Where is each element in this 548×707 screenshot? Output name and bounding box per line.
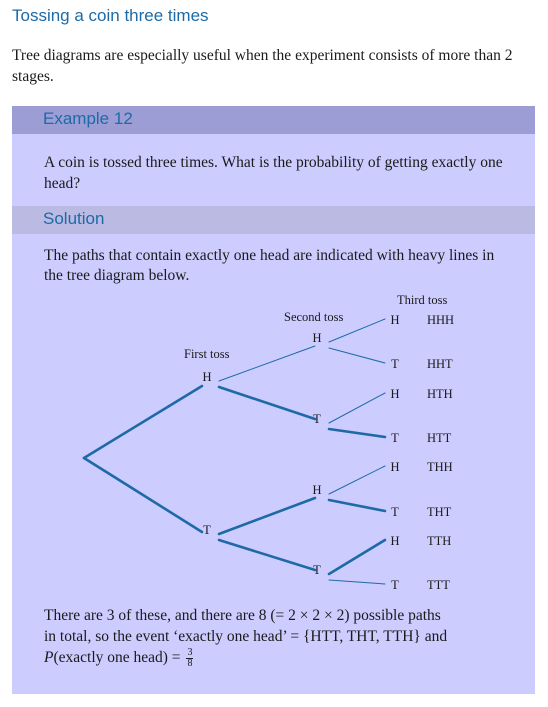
solution-text: The paths that contain exactly one head are indicated with heavy lines in the tree diagram below. [44, 247, 495, 284]
solution-title: Solution [43, 209, 105, 228]
third-toss-7: T [391, 578, 399, 592]
branch-second-7 [329, 580, 385, 584]
first-toss-H: H [202, 370, 212, 384]
outcome-HTH: HTH [427, 387, 453, 401]
second-toss-0: H [312, 331, 322, 345]
branch-first-2 [219, 498, 315, 534]
example-box [12, 106, 535, 694]
third-toss-2: H [390, 387, 400, 401]
third-toss-5: T [391, 505, 399, 519]
tree-branches [84, 319, 385, 584]
outcome-HHH: HHH [427, 313, 455, 327]
header-first-toss: First toss [184, 347, 230, 361]
branch-second-1 [329, 348, 385, 363]
branch-second-5 [329, 500, 385, 511]
outcome-TTT: TTT [427, 578, 450, 592]
intro-paragraph: Tree diagrams are especially useful when the experiment consists of more than 2 stages. [12, 47, 513, 85]
first-toss-T: T [203, 523, 211, 537]
conclusion-line-1: There are 3 of these, and there are 8 (= 2 × 2 × 2) possible paths [44, 607, 441, 624]
conclusion-line-3-text: (exactly one head) = [53, 649, 185, 666]
header-second-toss: Second toss [284, 310, 344, 324]
header-third-toss: Third toss [397, 293, 448, 307]
conclusion-line-3: P(exactly one head) = $\frac{3}{8}$ [44, 646, 193, 669]
third-toss-4: H [390, 460, 400, 474]
second-toss-3: T [313, 563, 321, 577]
outcome-THH: THH [427, 460, 453, 474]
section-title: Tossing a coin three times [12, 6, 209, 25]
outcome-HTT: HTT [427, 431, 452, 445]
second-toss-2: H [312, 483, 322, 497]
outcome-HHT: HHT [427, 357, 453, 371]
fraction-numerator: 3 [187, 646, 193, 658]
branch-root-0 [84, 386, 202, 458]
second-toss-1: T [313, 412, 321, 426]
example-question: A coin is tossed three times. What is the probability of getting exactly one head? [44, 154, 503, 192]
fraction-denominator: 8 [187, 657, 193, 669]
branch-second-6 [329, 540, 385, 574]
branch-first-3 [219, 540, 315, 570]
outcome-TTH: TTH [427, 534, 452, 548]
example-title: Example 12 [43, 109, 133, 128]
conclusion-line-2: in total, so the event ‘exactly one head’ = {HTT, THT, TTH} and [44, 628, 448, 645]
branch-root-1 [84, 458, 202, 532]
branch-second-4 [329, 466, 385, 494]
fraction [186, 648, 193, 669]
branch-first-0 [219, 346, 315, 381]
branch-second-2 [329, 393, 385, 423]
third-toss-1: T [391, 357, 399, 371]
tree-labels [184, 293, 454, 592]
conclusion-text [44, 605, 524, 669]
third-toss-3: T [391, 431, 399, 445]
branch-second-3 [329, 429, 385, 437]
third-toss-6: H [390, 534, 400, 548]
branch-first-1 [219, 387, 315, 419]
outcome-THT: THT [427, 505, 452, 519]
third-toss-0: H [390, 313, 400, 327]
